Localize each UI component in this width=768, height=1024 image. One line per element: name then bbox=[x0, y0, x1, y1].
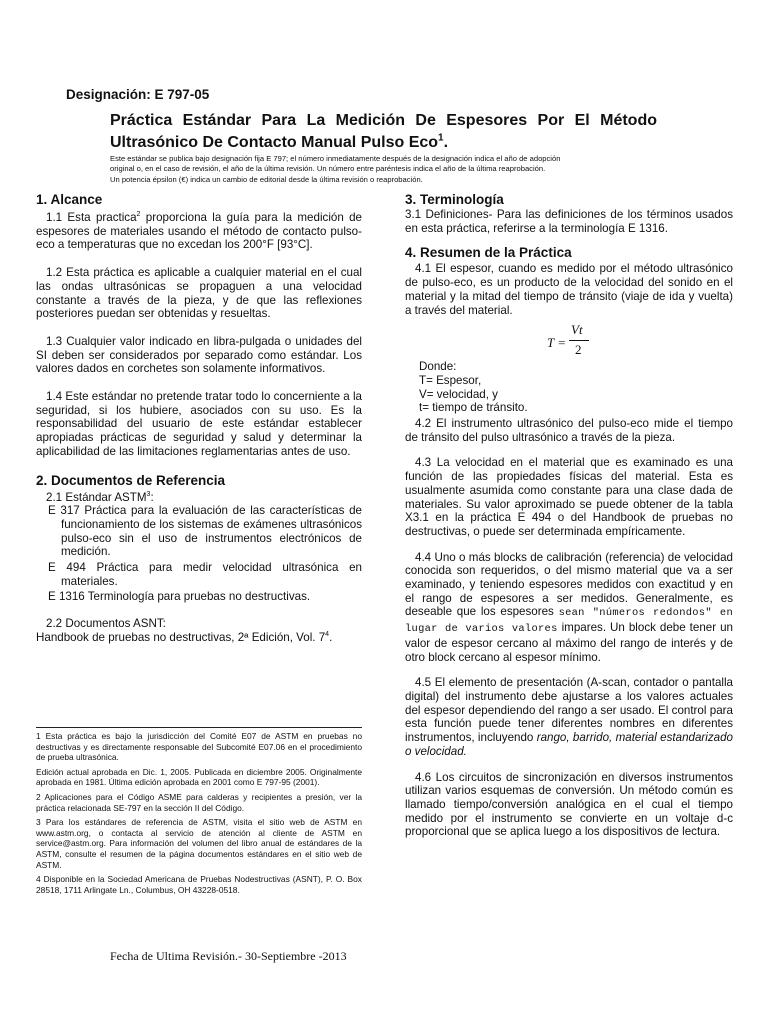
paragraph-4-5: 4.5 El elemento de presentación (A-scan, contador o pantalla digital) del instrumento debe ajustarse a los valores actuales del espesor dependiendo del rango a ser usado. El control para esta función puede tener diferentes nombres en diferentes instrumentos, incluyendo rango, barrido, material estandarizado o velocidad. bbox=[405, 676, 734, 758]
footnote: 1 Esta práctica es bajo la jurisdicción del Comité E07 de ASTM en pruebas no destructivas y es directamente responsable del Subcomité E07.06 en el procedimiento de prueba ultrasónica. bbox=[36, 731, 362, 763]
abstract-line: Un potencia épsilon (€) indica un cambio de editorial desde la última revisión o reaprobación. bbox=[110, 174, 423, 184]
left-column bbox=[36, 191, 362, 645]
fraction-bar bbox=[569, 340, 589, 341]
section-heading-resumen: 4. Resumen de la Práctica bbox=[405, 245, 572, 261]
section-heading-alcance: 1. Alcance bbox=[36, 192, 103, 207]
formula-numerator: Vt bbox=[571, 322, 583, 338]
footnote: 2 Aplicaciones para el Código ASME para calderas y recipientes a presión, ver la práctica relacionada SE-797 en la sección II del Código. bbox=[36, 791, 362, 813]
paragraph-4-6: 4.6 Los circuitos de sincronización en diversos instrumentos utilizan varios esquemas de conversión. Un método común es llamado tiempo/conversión analógica en el cual el tiempo medido por el instrumento se convierte en un voltaje d-c proporcional que se aplica luego a los dispositivos de lectura. bbox=[405, 770, 733, 839]
document-designation: Designación: E 797-05 bbox=[66, 87, 210, 102]
paragraph-4-2: 4.2 El instrumento ultrasónico del pulso-eco mide el tiempo de tránsito del pulso ultrasónico a través de la pieza. bbox=[405, 417, 733, 444]
paragraph-2-2: 2.2 Documentos ASNT: bbox=[46, 617, 166, 631]
abstract-note bbox=[110, 154, 660, 185]
document-title: Práctica Estándar Para La Medición De Espesores Por El Método Ultrasónico De Contacto Manual Pulso Eco$^1$. bbox=[110, 112, 657, 151]
reference-item: E 317 Práctica para la evaluación de las características de funcionamiento de los sistemas de exámenes ultrasónicos pulso-eco sin el uso de instrumentos electrónicos de medición. bbox=[48, 504, 362, 559]
paragraph-2-2-handbook: Handbook de pruebas no destructivas, 2ª Edición, Vol. $7^4$. bbox=[36, 630, 333, 644]
footnote: 3 Para los estándares de referencia de ASTM, visita el sitio web de ASTM en www.astm.org, o contacta al servicio de atención al cliente de ASTM en service@astm.org. Para información del volumen del libro anual de estándares de la ASTM, consulte el resumen de la página documentos estándares en el sitio web de ASTM. bbox=[36, 817, 362, 870]
footnote-divider bbox=[36, 727, 362, 728]
footnote: Edición actual aprobada en Dic. 1, 2005. Publicada en diciembre 2005. Originalmente aprobada en 1981. Última edición aprobada en 2001 como E 797-95 (2001). bbox=[36, 766, 362, 788]
revision-date-footer: Fecha de Ultima Revisión.- 30-Septiembre -2013 bbox=[110, 949, 347, 963]
legend-line: Donde: bbox=[419, 360, 457, 374]
footnotes bbox=[36, 731, 362, 895]
paragraph-4-3: 4.3 La velocidad en el material que es examinado es una función de las propiedades físicas del material. Esta es usualmente asumida como constante para una clase dada de materiales. Su valor aproximado se puede obtener de la tabla X3.1 en la práctica E 494 o del Handbook de pruebas no destructivas, o puede ser determinada empíricamente. bbox=[405, 456, 733, 538]
formula-legend bbox=[419, 360, 733, 415]
abstract-line: Este estándar se publica bajo designación fija E 797; el número inmediatamente después de la designación indica el año de adopción bbox=[110, 154, 561, 163]
right-column bbox=[405, 191, 733, 839]
paragraph-4-4: 4.4 Uno o más blocks de calibración (referencia) de velocidad conocida son requeridos, o del mismo material que va a ser examinado, y teniendo espesores medidos con exactitud y en el rango de espesores a ser medidos. Generalmente, es deseable que los espesores sean "números redondos" en lugar de varios valores impares. Un block debe tener un valor de espesor cercano al máximo del rango de interés y de otro block cercano al espesor mínimo. bbox=[405, 550, 733, 664]
thickness-formula bbox=[405, 322, 733, 360]
paragraph-1-4: 1.4 Este estándar no pretende tratar todo lo concerniente a la seguridad, si los hubiere, asociados con su uso. Es la responsabilidad del usuario de este estándar establecer apropiadas prácticas de seguridad y salud y determinar la aplicabilidad de las limitaciones reglamentarias antes de uso. bbox=[36, 390, 362, 458]
legend-line: T= Espesor, bbox=[419, 373, 482, 387]
formula-denominator: 2 bbox=[575, 342, 582, 358]
legend-line: t= tiempo de tránsito. bbox=[419, 401, 528, 415]
paragraph-4-1: 4.1 El espesor, cuando es medido por el método ultrasónico de pulso-eco, es un producto de la velocidad del sonido en el material y la mitad del tiempo de tránsito (viaje de ida y vuelta) a través del material. bbox=[405, 262, 733, 317]
paragraph-3-1: 3.1 Definiciones- Para las definiciones de los términos usados en esta práctica, referirse a la terminología E 1316. bbox=[405, 208, 733, 235]
reference-list bbox=[36, 504, 362, 604]
paragraph-1-3: 1.3 Cualquier valor indicado en libra-pulgada o unidades del SI deben ser considerados por separado como estándar. Los valores dados en corchetes son solamente informativos. bbox=[36, 334, 362, 376]
paragraph-1-2: 1.2 Esta práctica es aplicable a cualquier material en el cual las ondas ultrasónicas se propaguen a una velocidad constante a través de la pieza, y de que las reflexiones posteriores puedan ser obtenidas y resueltas. bbox=[36, 266, 362, 321]
abstract-line: original o, en el caso de revisión, el año de la última revisión. Un número entre paréntesis indica el año de la última reaprobación. bbox=[110, 164, 546, 174]
legend-line: V= velocidad, y bbox=[419, 387, 498, 401]
footnote: 4 Disponible en la Sociedad Americana de Pruebas Nodestructivas (ASNT), P. O. Box 28518, 1711 Arlingate Ln., Columbus, OH 43228-0518. bbox=[36, 874, 362, 895]
reference-item: E 494 Práctica para medir velocidad ultrasónica en materiales. bbox=[48, 561, 362, 588]
section-heading-terminologia: 3. Terminología bbox=[405, 192, 504, 207]
reference-item: E 1316 Terminología para pruebas no destructivas. bbox=[48, 590, 311, 604]
formula-lhs: T = bbox=[547, 335, 567, 351]
paragraph-1-1: 1.1 Esta practica$^2$ proporciona la guía para la medición de espesores de materiales usando el método de contacto pulso-eco a temperaturas que no excedan los 200°F [93°C]. bbox=[36, 211, 362, 252]
section-heading-documentos: 2. Documentos de Referencia bbox=[36, 472, 226, 488]
paragraph-2-1: 2.1 Estándar ASTM$^3$: bbox=[46, 490, 154, 504]
